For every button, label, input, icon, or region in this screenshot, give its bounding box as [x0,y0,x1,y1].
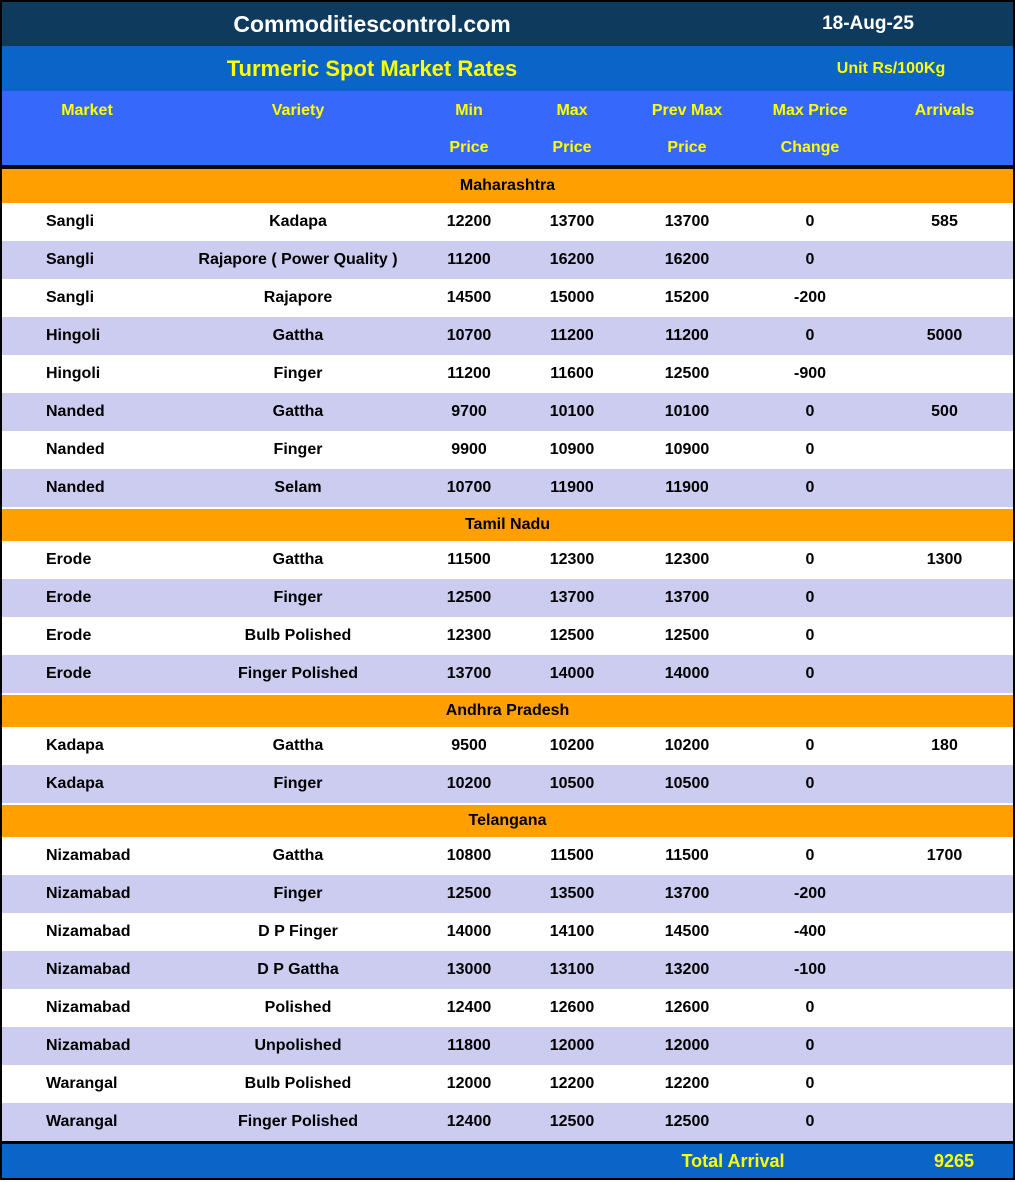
cell-min-price: 13700 [446,665,492,682]
col-header-max-price-change-line1: Max Price [772,102,848,119]
cell-max-price-change: 0 [805,665,815,682]
cell-max-price-change: 0 [805,479,815,496]
section-header-andhra-pradesh: Andhra Pradesh [2,693,1013,727]
cell-min-price: 11800 [447,1037,491,1054]
cell-max-price-change: 0 [805,403,815,420]
cell-market: Kadapa [46,737,104,754]
cell-max-price: 12000 [549,1037,595,1054]
table-row [2,989,1013,1027]
cell-variety: Gattha [272,403,324,420]
cell-prev-max-price: 12200 [664,1075,710,1092]
cell-variety: Finger [273,441,323,458]
cell-max-price-change: 0 [805,627,815,644]
cell-prev-max-price: 13200 [664,961,710,978]
cell-market: Nanded [46,441,105,458]
cell-prev-max-price: 13700 [664,885,710,902]
cell-variety: Rajapore ( Power Quality ) [198,251,398,268]
cell-prev-max-price: 13700 [664,213,710,230]
cell-prev-max-price: 12600 [664,999,710,1016]
cell-variety: Kadapa [269,213,327,230]
cell-market: Nanded [46,479,105,496]
header-bar [2,2,1013,46]
cell-min-price: 10800 [446,847,492,864]
cell-prev-max-price: 11500 [665,847,709,864]
footer-bar [2,1141,1013,1178]
cell-market: Kadapa [46,775,104,792]
cell-min-price: 9500 [451,737,487,754]
cell-max-price: 11500 [550,847,594,864]
column-header-row [2,91,1013,169]
cell-max-price: 13700 [549,589,595,606]
cell-market: Hingoli [46,365,101,382]
cell-variety: Gattha [272,847,324,864]
cell-variety: Finger [273,775,323,792]
cell-prev-max-price: 12500 [664,365,710,382]
cell-variety: Selam [274,479,322,496]
col-header-max-price-line2: Price [552,139,592,156]
cell-min-price: 12500 [446,885,492,902]
table-body [2,169,1013,1141]
cell-min-price: 12000 [446,1075,492,1092]
cell-market: Nizamabad [46,1037,131,1054]
cell-max-price-change: -400 [793,923,827,940]
col-header-variety [172,91,424,165]
cell-prev-max-price: 11200 [665,327,709,344]
cell-variety: Finger Polished [237,1113,358,1130]
cell-arrivals: 1300 [926,551,963,568]
cell-market: Nanded [46,403,105,420]
section-header-telangana: Telangana [2,803,1013,837]
cell-market: Erode [46,627,92,644]
cell-max-price: 11900 [550,479,594,496]
cell-arrivals: 180 [931,737,958,754]
cell-max-price-change: -200 [793,289,827,306]
table-row [2,469,1013,507]
cell-min-price: 12400 [446,999,492,1016]
cell-min-price: 11500 [447,551,491,568]
cell-max-price-change: 0 [805,847,815,864]
col-header-max-price [514,91,630,165]
cell-max-price-change: 0 [805,551,815,568]
cell-variety: Finger [273,589,323,606]
table-row [2,951,1013,989]
table-row [2,541,1013,579]
col-header-prev-max-price-line2: Price [667,139,707,156]
col-header-prev-max-price [630,91,744,165]
table-row [2,727,1013,765]
col-header-min-price-line2: Price [449,139,489,156]
section-maharashtra [2,169,1013,507]
cell-prev-max-price: 16200 [664,251,710,268]
table-row [2,617,1013,655]
cell-max-price-change: 0 [805,327,815,344]
section-tamil-nadu [2,507,1013,693]
unit-label: Unit Rs/100Kg [836,60,946,77]
table-row [2,837,1013,875]
col-header-variety-line1: Variety [271,102,325,119]
cell-max-price-change: 0 [805,775,815,792]
cell-variety: Finger Polished [237,665,358,682]
cell-max-price: 14100 [549,923,595,940]
cell-prev-max-price: 14000 [664,665,710,682]
cell-min-price: 12500 [446,589,492,606]
cell-arrivals: 500 [931,403,958,420]
table-row [2,241,1013,279]
cell-max-price: 10900 [549,441,595,458]
cell-max-price-change: -200 [793,885,827,902]
cell-min-price: 12300 [446,627,492,644]
table-row [2,317,1013,355]
cell-max-price: 16200 [549,251,595,268]
cell-market: Sangli [46,213,95,230]
table-row [2,875,1013,913]
cell-market: Erode [46,589,92,606]
cell-min-price: 9700 [451,403,487,420]
cell-market: Nizamabad [46,885,131,902]
cell-variety: Bulb Polished [244,627,352,644]
cell-variety: Finger [273,365,323,382]
cell-prev-max-price: 12500 [664,627,710,644]
cell-variety: D P Gattha [257,961,339,978]
cell-market: Nizamabad [46,847,131,864]
col-header-max-price-line1: Max [556,102,588,119]
cell-max-price-change: 0 [805,1037,815,1054]
cell-max-price: 10200 [549,737,595,754]
cell-max-price: 13700 [549,213,595,230]
cell-min-price: 9900 [451,441,487,458]
title-bar [2,46,1013,91]
cell-max-price: 12500 [549,1113,595,1130]
section-header-tamil-nadu: Tamil Nadu [2,507,1013,541]
table-row [2,1065,1013,1103]
table-row [2,355,1013,393]
cell-market: Nizamabad [46,961,131,978]
cell-arrivals: 5000 [926,327,963,344]
cell-max-price-change: 0 [805,213,815,230]
cell-variety: Finger [273,885,323,902]
col-header-market [2,91,172,165]
cell-min-price: 10700 [446,479,492,496]
table-row [2,1103,1013,1141]
cell-prev-max-price: 10500 [664,775,710,792]
table-row [2,913,1013,951]
cell-max-price-change: -100 [793,961,827,978]
table-row [2,765,1013,803]
cell-min-price: 14000 [446,923,492,940]
cell-max-price: 12300 [549,551,595,568]
cell-max-price: 15000 [549,289,595,306]
cell-variety: Gattha [272,551,324,568]
cell-prev-max-price: 10100 [664,403,710,420]
table-row [2,393,1013,431]
cell-market: Erode [46,551,92,568]
cell-max-price: 11600 [550,365,594,382]
table-row [2,655,1013,693]
cell-max-price-change: 0 [805,441,815,458]
date-label: 18-Aug-25 [822,13,914,34]
page-title: Turmeric Spot Market Rates [226,56,518,81]
cell-market: Sangli [46,289,95,306]
cell-variety: Unpolished [254,1037,342,1054]
cell-max-price-change: 0 [805,251,815,268]
cell-market: Nizamabad [46,923,131,940]
cell-max-price-change: 0 [805,1075,815,1092]
table-row [2,431,1013,469]
cell-variety: Rajapore [263,289,333,306]
col-header-min-price-line1: Min [455,102,483,119]
cell-min-price: 12400 [446,1113,492,1130]
cell-max-price-change: 0 [805,589,815,606]
section-header-maharashtra: Maharashtra [2,169,1013,203]
cell-max-price: 14000 [549,665,595,682]
cell-min-price: 11200 [447,365,491,382]
cell-min-price: 12200 [446,213,492,230]
cell-prev-max-price: 11900 [665,479,709,496]
cell-market: Warangal [46,1113,118,1130]
total-arrival-label: Total Arrival [681,1151,785,1171]
cell-min-price: 14500 [446,289,492,306]
section-andhra-pradesh [2,693,1013,803]
cell-market: Warangal [46,1075,118,1092]
cell-market: Sangli [46,251,95,268]
cell-prev-max-price: 12500 [664,1113,710,1130]
table-row [2,1027,1013,1065]
cell-max-price: 11200 [550,327,594,344]
cell-market: Erode [46,665,92,682]
cell-prev-max-price: 14500 [664,923,710,940]
cell-variety: Gattha [272,737,324,754]
cell-min-price: 10700 [446,327,492,344]
table-row [2,579,1013,617]
cell-max-price: 10500 [549,775,595,792]
table-row [2,279,1013,317]
cell-max-price: 13500 [549,885,595,902]
cell-max-price-change: -900 [793,365,827,382]
cell-arrivals: 585 [931,213,958,230]
cell-max-price: 10100 [549,403,595,420]
cell-min-price: 11200 [447,251,491,268]
cell-min-price: 10200 [446,775,492,792]
cell-min-price: 13000 [446,961,492,978]
cell-max-price: 12600 [549,999,595,1016]
col-header-arrivals [876,91,1013,165]
cell-max-price: 12500 [549,627,595,644]
col-header-arrivals-line1: Arrivals [914,102,975,119]
total-arrival-value: 9265 [933,1151,975,1171]
cell-max-price-change: 0 [805,999,815,1016]
cell-prev-max-price: 13700 [664,589,710,606]
cell-market: Nizamabad [46,999,131,1016]
cell-prev-max-price: 15200 [664,289,710,306]
cell-arrivals: 1700 [926,847,963,864]
col-header-max-price-change-line2: Change [780,139,840,156]
section-telangana [2,803,1013,1141]
cell-variety: Gattha [272,327,324,344]
cell-variety: D P Finger [258,923,338,940]
cell-max-price-change: 0 [805,737,815,754]
cell-prev-max-price: 10900 [664,441,710,458]
cell-max-price-change: 0 [805,1113,815,1130]
col-header-min-price [424,91,514,165]
col-header-prev-max-price-line1: Prev Max [651,102,723,119]
cell-prev-max-price: 10200 [664,737,710,754]
site-title: Commoditiescontrol.com [233,11,511,37]
cell-max-price: 13100 [549,961,595,978]
cell-max-price: 12200 [549,1075,595,1092]
cell-prev-max-price: 12000 [664,1037,710,1054]
cell-variety: Polished [264,999,332,1016]
cell-prev-max-price: 12300 [664,551,710,568]
col-header-market-line1: Market [61,102,113,119]
cell-variety: Bulb Polished [244,1075,352,1092]
table-row [2,203,1013,241]
cell-market: Hingoli [46,327,101,344]
col-header-max-price-change [744,91,876,165]
